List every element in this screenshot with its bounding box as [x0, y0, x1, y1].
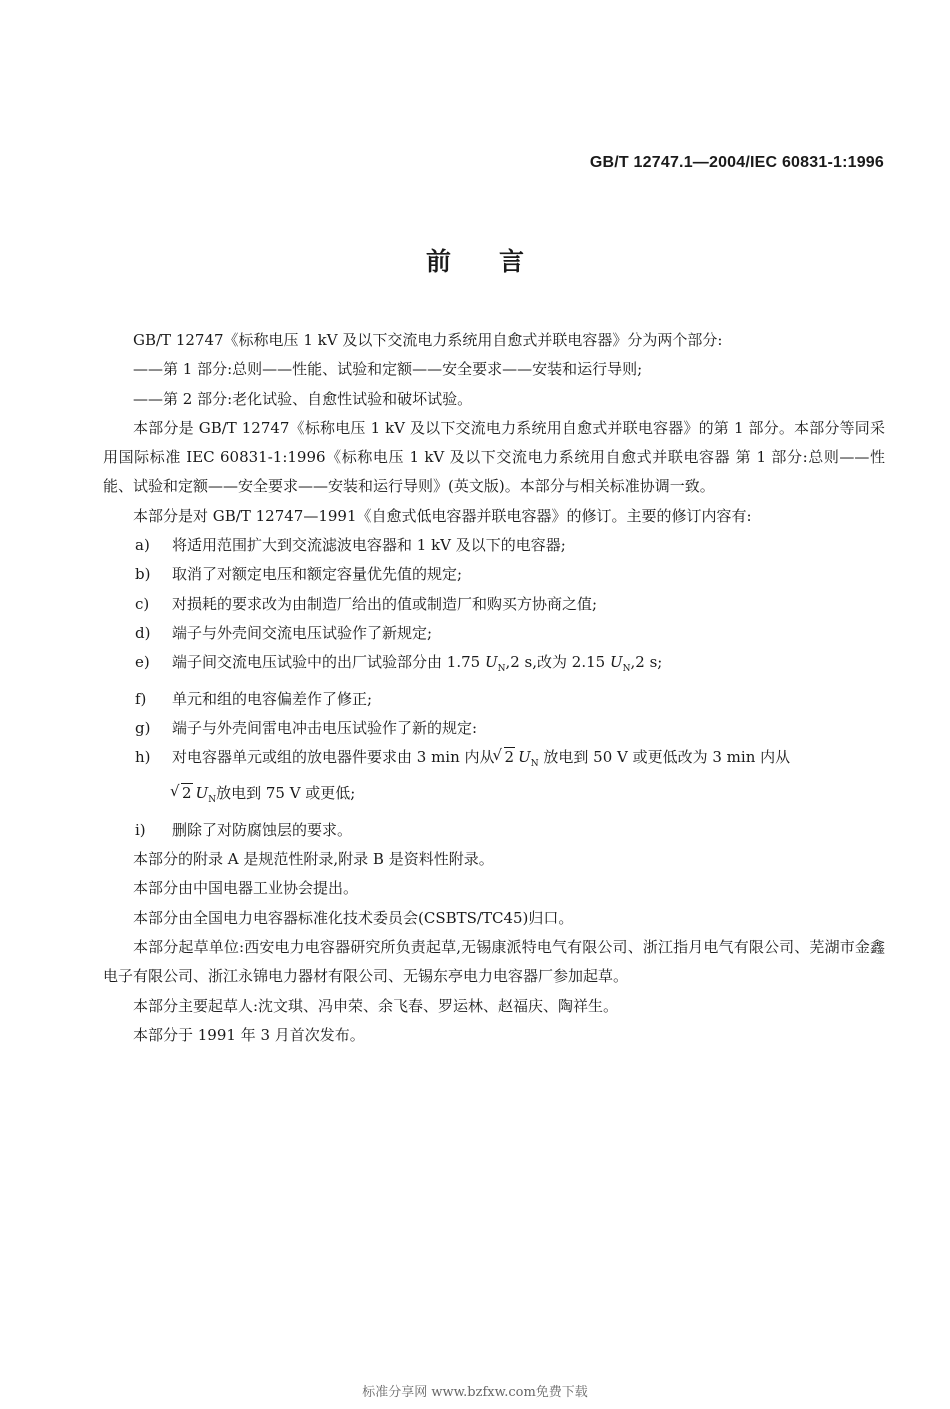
sqrt-radicand: 2	[182, 784, 192, 803]
item-text: 端子与外壳间雷电冲击电压试验作了新的规定:	[172, 718, 478, 737]
revision-item-h	[103, 743, 885, 816]
standard-code: GB/T 12747.1—2004/IEC 60831-1:1996	[589, 154, 884, 171]
item-text: 端子间交流电压试验中的出厂试验部分由 1.75	[172, 653, 485, 672]
drafters-paragraph: 本部分主要起草人:沈文琪、冯申荣、余飞春、罗运林、赵福庆、陶祥生。	[133, 996, 619, 1015]
proposer-paragraph: 本部分由中国电器工业协会提出。	[133, 879, 359, 898]
item-text: 对电容器单元或组的放电器件要求由 3 min 内从	[172, 748, 495, 767]
part-2-line: ——第 2 部分:老化试验、自愈性试验和破坏试验。	[133, 389, 473, 408]
symbol-n: N	[497, 664, 506, 675]
annex-paragraph: 本部分的附录 A 是规范性附录,附录 B 是资料性附录。	[133, 850, 494, 869]
item-text: ,2 s,改为 2.15	[505, 653, 610, 672]
symbol-n: N	[530, 759, 539, 770]
rated-voltage-symbol	[609, 653, 631, 675]
symbol-n: N	[622, 664, 631, 675]
symbol-u: U	[484, 653, 498, 672]
item-label: c)	[135, 594, 150, 613]
rated-voltage-symbol	[484, 653, 506, 675]
square-root-symbol	[172, 779, 193, 808]
item-text: ,2 s;	[630, 653, 663, 672]
item-text: 放电到 75 V 或更低;	[216, 784, 356, 803]
item-text: 单元和组的电容偏差作了修正;	[172, 689, 373, 708]
document-body	[103, 326, 885, 1050]
intro-paragraph: GB/T 12747《标称电压 1 kV 及以下交流电力系统用自愈式并联电容器》分为两个部分:	[133, 331, 723, 349]
item-text: 删除了对防腐蚀层的要求。	[172, 820, 353, 839]
symbol-u: U	[609, 653, 623, 672]
item-text: 对损耗的要求改为由制造厂给出的值或制造厂和购买方协商之值;	[172, 594, 598, 613]
symbol-u: U	[518, 748, 531, 767]
committee-paragraph: 本部分由全国电力电容器标准化技术委员会(CSBTS/TC45)归口。	[133, 908, 574, 927]
item-text: 端子与外壳间交流电压试验作了新规定;	[172, 623, 433, 642]
revision-item-c	[103, 590, 885, 619]
rated-voltage-symbol	[518, 748, 539, 770]
footer-watermark: 标准分享网 www.bzfxw.com免费下载	[362, 1385, 588, 1400]
item-label: i)	[135, 820, 146, 839]
page-title: 前言	[425, 247, 572, 276]
symbol-n: N	[208, 795, 217, 806]
revision-item-d	[103, 619, 885, 648]
item-label: e)	[135, 653, 150, 672]
item-label: b)	[135, 565, 151, 584]
item-text: 将适用范围扩大到交流滤波电容器和 1 kV 及以下的电容器;	[172, 536, 566, 555]
first-publication-paragraph: 本部分于 1991 年 3 月首次发布。	[133, 1025, 365, 1044]
adoption-paragraph: 本部分是 GB/T 12747《标称电压 1 kV 及以下交流电力系统用自愈式并联电容器》的第 1 部分。本部分等同采用国际标准 IEC 60831-1:1996《标称电压 1 kV 及以下交流电力系统用自愈式并联电容器 第 1 部分:总则——性能、试验和定额——安全要求——安装和运行导则》(英文版)。本部分与相关标准协调一致。	[103, 418, 885, 496]
item-label: d)	[135, 623, 151, 642]
revision-item-b	[103, 560, 885, 589]
revision-item-i	[103, 816, 885, 845]
item-label: g)	[135, 718, 151, 737]
item-label: h)	[135, 748, 151, 767]
item-text: 取消了对额定电压和额定容量优先值的规定;	[172, 565, 463, 584]
revision-item-f	[103, 685, 885, 714]
drafting-units-paragraph: 本部分起草单位:西安电力电容器研究所负责起草,无锡康派特电气有限公司、浙江指月电气有限公司、芜湖市金鑫电子有限公司、浙江永锦电力器材有限公司、无锡东亭电力电容器厂参加起草。	[103, 937, 885, 986]
symbol-u: U	[195, 784, 209, 803]
part-1-line: ——第 1 部分:总则——性能、试验和定额——安全要求——安装和运行导则;	[133, 360, 643, 379]
rated-voltage-symbol	[195, 784, 217, 806]
revision-intro-paragraph: 本部分是对 GB/T 12747—1991《自愈式低电容器并联电容器》的修订。主要的修订内容有:	[133, 506, 752, 525]
item-text: 放电到 50 V 或更低改为 3 min 内从	[538, 748, 791, 767]
square-root-symbol	[495, 743, 516, 772]
revision-item-g	[103, 714, 885, 743]
revision-item-a	[103, 531, 885, 560]
revision-item-e	[103, 648, 885, 684]
item-label: f)	[135, 689, 147, 708]
item-label: a)	[135, 536, 150, 555]
sqrt-radicand: 2	[504, 748, 515, 767]
